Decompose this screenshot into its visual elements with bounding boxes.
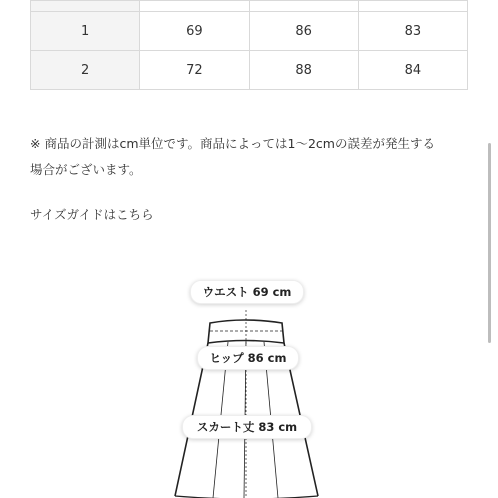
size-cell: 2 <box>31 51 140 90</box>
hip-cell: 88 <box>249 51 358 90</box>
size-guide-link[interactable]: サイズガイドはこちら <box>30 207 154 222</box>
waist-label: ウエスト 69 cm <box>190 280 304 304</box>
waist-cell: 69 <box>140 12 249 51</box>
hip-label: ヒップ 86 cm <box>197 346 299 370</box>
waist-cell: 72 <box>140 51 249 90</box>
note-line-2: 場合がございます。 <box>30 162 142 177</box>
length-cell: 83 <box>358 12 467 51</box>
length-cell: 84 <box>358 51 467 90</box>
note-line-1: ※ 商品の計測はcm単位です。商品によっては1〜2cmの誤差が発生する <box>30 136 435 151</box>
hip-cell: 86 <box>249 12 358 51</box>
length-label: スカート丈 83 cm <box>182 415 312 439</box>
size-cell: 1 <box>31 12 140 51</box>
